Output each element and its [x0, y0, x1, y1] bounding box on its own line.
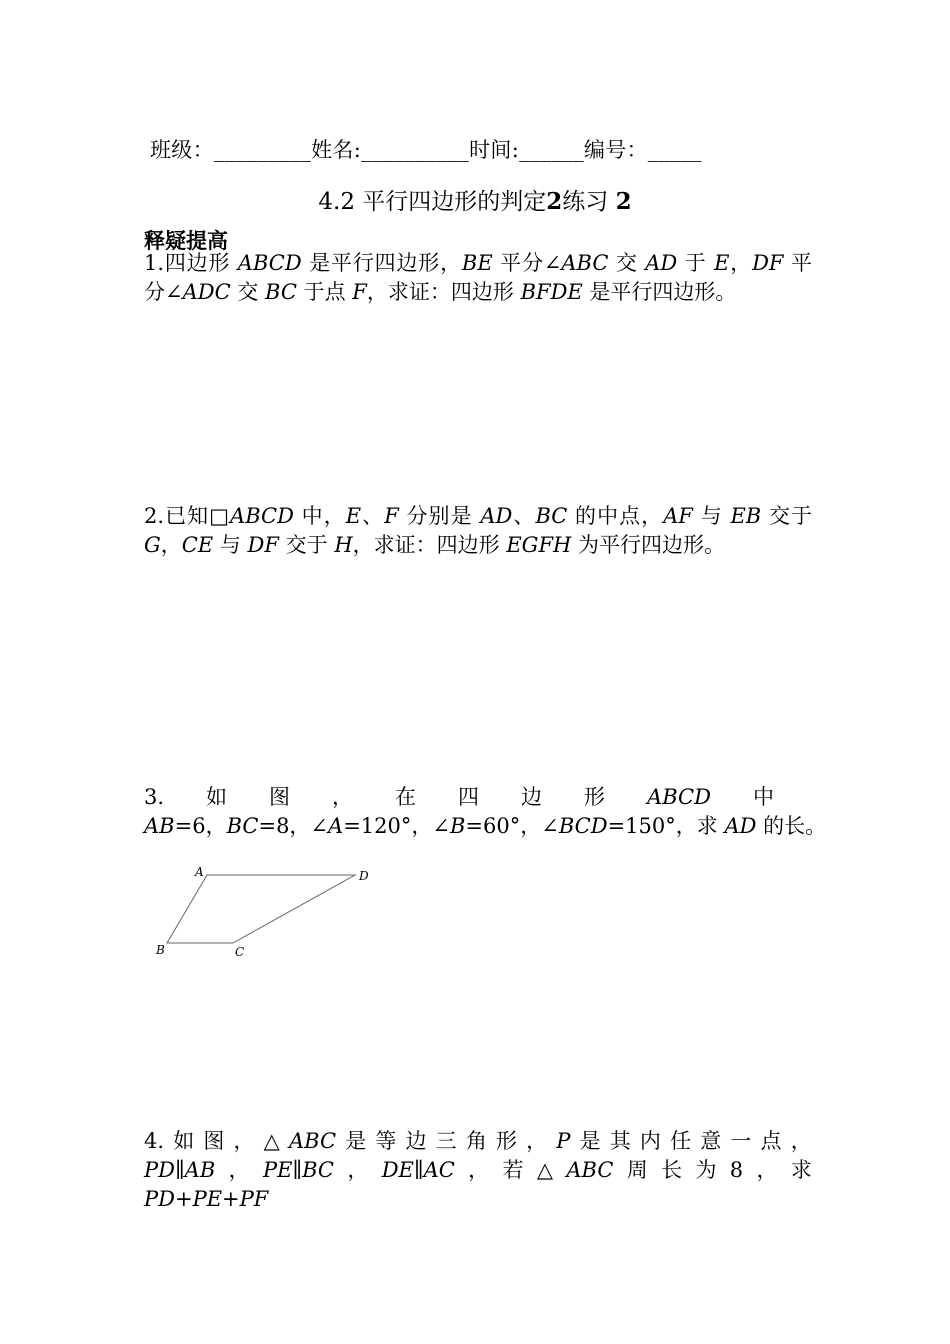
q4-word: ，	[347, 1158, 369, 1182]
q3-text: =60°，∠	[465, 814, 559, 838]
q4-var: ABC	[288, 1129, 337, 1153]
title-num1: 2	[546, 188, 563, 215]
q1-var: BC	[265, 280, 297, 304]
q1-text: 是平行四边形，	[301, 251, 462, 275]
q2-var: DF	[247, 533, 279, 557]
q4-word: △	[263, 1129, 280, 1153]
q1-var: AD	[645, 251, 678, 275]
q4-word: 角	[465, 1129, 487, 1153]
q4-var: PD∥AB	[144, 1158, 216, 1182]
number-blank: _____	[647, 138, 702, 162]
class-blank: _________	[213, 138, 312, 162]
q1-var: E	[714, 251, 730, 275]
q2-text: ，求证：四边形	[352, 533, 507, 557]
quadrilateral-abcd	[167, 875, 355, 943]
q4-word: 如	[173, 1129, 195, 1153]
q2-text: 与	[213, 533, 248, 557]
q4-var: DE∥AC	[381, 1158, 455, 1182]
q2-text: 分别是	[398, 504, 481, 528]
q3-word: 中	[752, 785, 774, 809]
q4-word: 内	[639, 1129, 661, 1153]
q4-word: 其	[609, 1129, 631, 1153]
q4-word: 一	[730, 1129, 752, 1153]
q1-var: ABCD	[237, 251, 302, 275]
number-label: 编号：	[583, 138, 648, 162]
title-prefix: 4.2 平行四边形的判定	[318, 189, 547, 215]
q2-text: 交于	[278, 533, 335, 557]
q4-var: PE∥BC	[262, 1158, 335, 1182]
q3-word: 图	[269, 785, 291, 809]
question-2	[144, 502, 812, 560]
q4-word: 为	[695, 1158, 717, 1182]
q4-var: ABC	[566, 1158, 614, 1182]
class-label: 班级：	[150, 138, 214, 162]
q1-var: ABC	[561, 251, 609, 275]
q1-var: ADC	[182, 280, 231, 304]
q4-line-1	[144, 1127, 812, 1156]
q2-var: H	[334, 533, 353, 557]
q3-word: 如	[206, 785, 228, 809]
q4-var: P	[556, 1129, 571, 1153]
q4-word: ，	[790, 1129, 812, 1153]
q1-var: BE	[461, 251, 493, 275]
q2-var: BC	[535, 504, 568, 528]
q3-word: 形	[584, 785, 606, 809]
q2-text: 为平行四边形。	[571, 533, 726, 557]
q3-word: 边	[521, 785, 543, 809]
question-4	[144, 1127, 812, 1214]
q1-var: F	[352, 280, 367, 304]
q2-text: 与	[692, 504, 731, 528]
q2-text: 交于	[761, 504, 812, 528]
q1-var: BFDE	[520, 280, 583, 304]
q1-var: DF	[752, 251, 784, 275]
vertex-label-c: C	[235, 945, 245, 959]
name-blank: __________	[361, 138, 470, 162]
q3-text: =6，	[174, 814, 227, 838]
q4-word: 图	[203, 1129, 225, 1153]
q2-var: EB	[730, 504, 762, 528]
q4-word: 三	[435, 1129, 457, 1153]
vertex-label-d: D	[359, 869, 369, 883]
q4-word: 形	[495, 1129, 517, 1153]
section-heading: 释疑提高	[144, 228, 228, 253]
q2-text: 2.已知	[144, 504, 210, 528]
title-num2: 2	[615, 188, 632, 215]
q2-var: G	[144, 533, 161, 557]
vertex-label-a: A	[195, 865, 204, 879]
q3-text: =8，∠	[258, 814, 329, 838]
q3-var: B	[449, 814, 466, 838]
quadrilateral-figure	[150, 860, 390, 970]
q3-var: BCD	[558, 814, 608, 838]
q3-word: ，	[332, 785, 354, 809]
q4-word: 若	[502, 1158, 524, 1182]
question-3	[144, 783, 827, 841]
q1-text: 是平行四边形。	[582, 280, 737, 304]
q1-text: 于点	[296, 280, 353, 304]
q4-word: 边	[405, 1129, 427, 1153]
q2-text: 、	[361, 504, 385, 528]
q2-text: ，	[160, 533, 182, 557]
q4-word: 意	[700, 1129, 722, 1153]
q3-text: =150°，求	[607, 814, 725, 838]
q1-text: 交	[230, 280, 266, 304]
title-mid: 练习	[562, 189, 609, 215]
q3-var: A	[328, 814, 344, 838]
q4-word: ，	[228, 1158, 250, 1182]
q2-var: F	[384, 504, 399, 528]
q4-word: 是	[579, 1129, 601, 1153]
q3-var: ABCD	[647, 785, 711, 809]
q4-word: 周	[626, 1158, 648, 1182]
q1-text: 于	[677, 251, 715, 275]
q3-line-2	[144, 812, 827, 841]
q4-word: 长	[661, 1158, 683, 1182]
page-title	[0, 183, 950, 216]
q4-var: PD+PE+PF	[144, 1187, 269, 1211]
time-label: 时间:	[469, 138, 520, 162]
header-info-line	[150, 134, 702, 164]
q2-var: E	[345, 504, 362, 528]
q1-text: ，求证：四边形	[366, 280, 521, 304]
q1-text: ，	[729, 251, 753, 275]
q3-line-1	[144, 783, 774, 812]
q3-text: =120°，∠	[343, 814, 450, 838]
q3-var: AD	[724, 814, 757, 838]
q2-var: CE	[181, 533, 214, 557]
q2-text: 的中点，	[567, 504, 664, 528]
q2-text: 、	[512, 504, 536, 528]
q1-text: 1.四边形	[144, 251, 238, 275]
q4-line-3	[144, 1185, 812, 1214]
q4-word: 任	[670, 1129, 692, 1153]
q3-var: BC	[226, 814, 259, 838]
q3-text: 的长。	[756, 814, 827, 838]
q4-word: ，	[468, 1158, 490, 1182]
q4-word: 4.	[144, 1129, 165, 1153]
q2-var: EGFH	[506, 533, 572, 557]
q4-word: 点	[760, 1129, 782, 1153]
q4-word: ，	[756, 1158, 778, 1182]
q4-line-2	[144, 1156, 812, 1185]
q4-word: △	[536, 1158, 553, 1182]
q4-word: 等	[375, 1129, 397, 1153]
q3-word: 在	[395, 785, 417, 809]
q3-word: 3.	[144, 785, 165, 809]
q2-var: AF	[663, 504, 693, 528]
vertex-label-b: B	[156, 943, 165, 957]
q4-word: 求	[790, 1158, 812, 1182]
q4-word: ，	[233, 1129, 255, 1153]
time-blank: ______	[519, 138, 584, 162]
q2-text: 中，	[293, 504, 346, 528]
q3-word: 四	[458, 785, 480, 809]
q4-word: 8	[729, 1158, 744, 1182]
q4-word: ，	[526, 1129, 548, 1153]
q1-text: 平分∠	[492, 251, 562, 275]
q1-text: 平分∠	[144, 251, 812, 304]
q2-var: AD	[480, 504, 513, 528]
q4-word: 是	[345, 1129, 367, 1153]
q1-text: 交	[608, 251, 646, 275]
q3-var: AB	[144, 814, 175, 838]
q2-var: □ABCD	[209, 504, 294, 528]
name-label: 姓名:	[311, 138, 362, 162]
question-1	[144, 249, 812, 307]
